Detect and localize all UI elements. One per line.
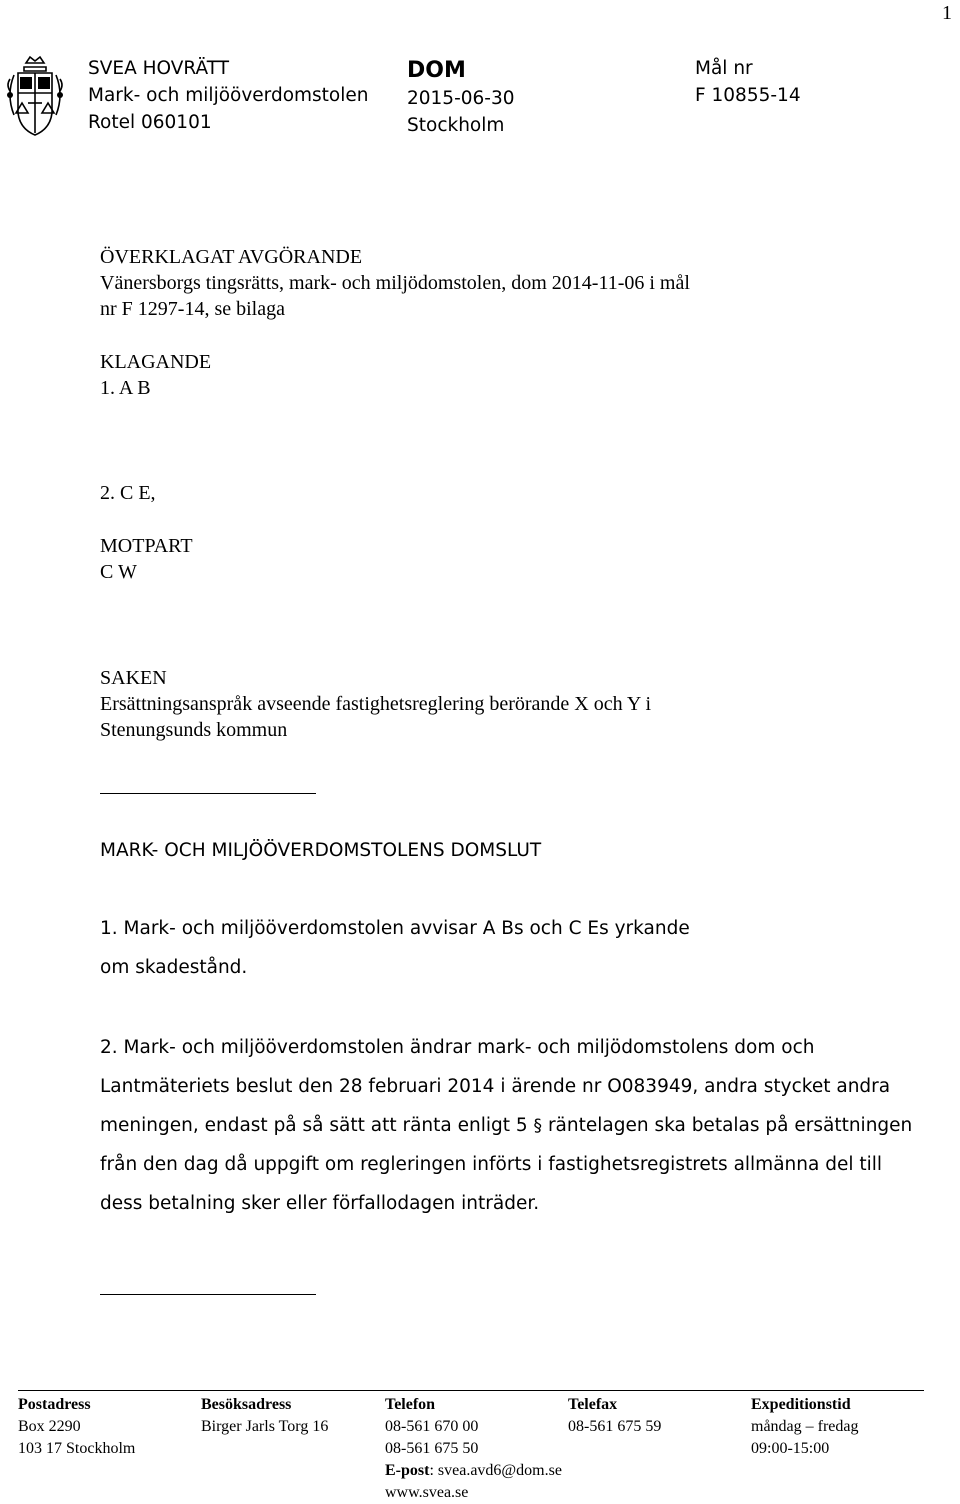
footer-postal-label: Postadress (18, 1396, 91, 1413)
footer-rule (18, 1390, 924, 1391)
ruling-paragraph-line: från den dag då uppgift om regleringen införts i fastighetsregistrets allmänna del till (100, 1154, 883, 1175)
footer-visit-line: Birger Jarls Torg 16 (201, 1418, 329, 1435)
footer-phone-line: 08-561 670 00 (385, 1418, 479, 1435)
appealed-text-line: Vänersborgs tingsrätts, mark- och miljödomstolen, dom 2014-11-06 i mål (100, 272, 690, 294)
ruling-paragraph-line: 2. Mark- och miljööverdomstolen ändrar mark- och miljödomstolens dom och (100, 1037, 815, 1058)
ruling-paragraph-line: Lantmäteriets beslut den 28 februari 2014 i ärende nr O083949, andra stycket andra (100, 1076, 891, 1097)
section-divider (100, 1294, 316, 1295)
document-date: 2015-06-30 (407, 88, 515, 109)
appellant-item: 1. A B (100, 377, 151, 399)
footer-visit-label: Besöksadress (201, 1396, 292, 1413)
footer-email-label: E-post (385, 1462, 430, 1479)
document-city: Stockholm (407, 115, 505, 136)
footer-phone-line: 08-561 675 50 (385, 1440, 479, 1457)
section-sign: § (533, 1116, 543, 1136)
appellant-item: 2. C E, (100, 482, 156, 504)
appealed-text-line: nr F 1297-14, se bilaga (100, 298, 285, 320)
footer-hours-label: Expeditionstid (751, 1396, 851, 1413)
footer-hours-line: 09:00-15:00 (751, 1440, 830, 1457)
section-divider (100, 793, 316, 794)
document-type: DOM (407, 58, 466, 83)
coat-of-arms-icon (4, 55, 66, 145)
opponent-name: C W (100, 561, 137, 583)
footer-email-value[interactable]: : svea.avd6@dom.se (429, 1462, 562, 1479)
matter-text-line: Stenungsunds kommun (100, 719, 288, 741)
ruling-paragraph-line: 1. Mark- och miljööverdomstolen avvisar A Bs och C Es yrkande (100, 918, 690, 939)
ruling-paragraph-line: om skadestånd. (100, 957, 248, 978)
appellants-heading: KLAGANDE (100, 351, 212, 373)
footer-hours-line: måndag – fredag (751, 1418, 859, 1435)
ruling-paragraph-line (100, 1115, 912, 1136)
footer-fax-line: 08-561 675 59 (568, 1418, 662, 1435)
court-rotel: Rotel 060101 (88, 112, 212, 133)
opponent-heading: MOTPART (100, 535, 193, 557)
footer-postal-line: Box 2290 (18, 1418, 81, 1435)
matter-heading: SAKEN (100, 667, 167, 689)
footer-website-link[interactable]: www.svea.se (385, 1484, 469, 1501)
ruling-heading: MARK- OCH MILJÖÖVERDOMSTOLENS DOMSLUT (100, 840, 542, 861)
ruling-text-segment: räntelagen ska betalas på ersättningen (547, 1115, 913, 1136)
ruling-text-segment: meningen, endast på så sätt att ränta enligt 5 (100, 1115, 528, 1136)
page-number: 1 (942, 2, 952, 24)
case-label: Mål nr (695, 58, 753, 79)
matter-text-line: Ersättningsanspråk avseende fastighetsreglering berörande X och Y i (100, 693, 652, 715)
case-number: F 10855-14 (695, 85, 801, 106)
footer-phone-label: Telefon (385, 1396, 436, 1413)
court-division: Mark- och miljööverdomstolen (88, 85, 369, 106)
footer-email[interactable] (385, 1460, 562, 1482)
court-name: SVEA HOVRÄTT (88, 58, 230, 79)
appealed-heading: ÖVERKLAGAT AVGÖRANDE (100, 246, 363, 268)
footer-postal-line: 103 17 Stockholm (18, 1440, 136, 1457)
footer-fax-label: Telefax (568, 1396, 618, 1413)
ruling-paragraph-line: dess betalning sker eller förfallodagen inträder. (100, 1193, 540, 1214)
